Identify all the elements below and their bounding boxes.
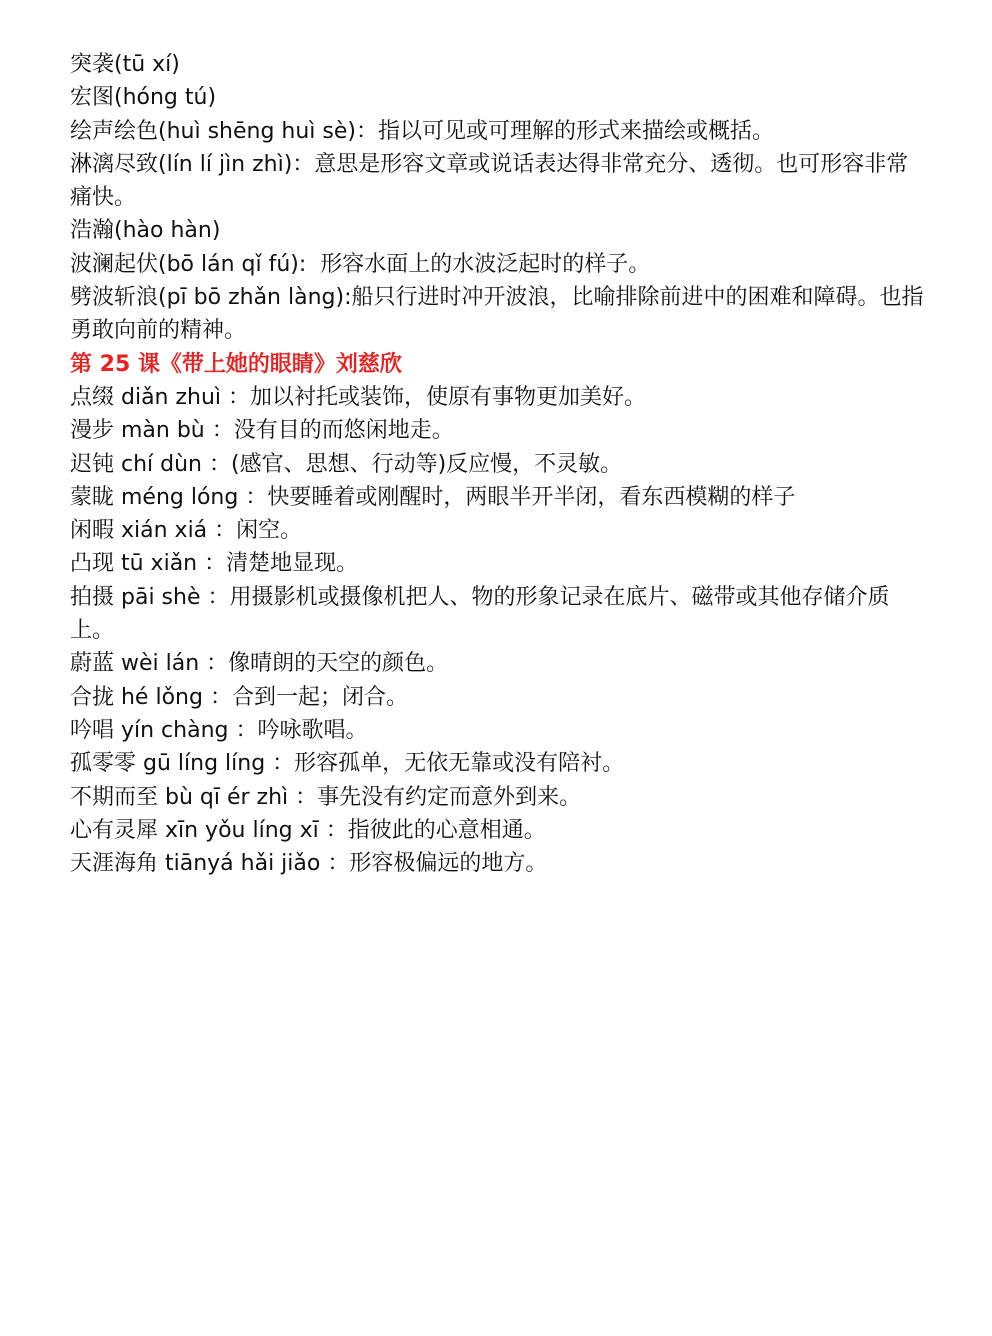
vocab-entry: 心有灵犀 xīn yǒu líng xī ：指彼此的心意相通。 <box>70 817 546 843</box>
vocab-entry: 凸现 tū xiǎn ：清楚地显现。 <box>70 551 359 577</box>
vocab-entry: 天涯海角 tiānyá hǎi jiǎo ：形容极偏远的地方。 <box>70 851 548 877</box>
vocab-entry: 蒙眬 méng lóng ：快要睡着或刚醒时，两眼半开半闭，看东西模糊的样子 <box>70 484 796 510</box>
vocab-entry: 孤零零 gū líng líng ：形容孤单，无依无靠或没有陪衬。 <box>70 751 625 777</box>
vocab-entry: 宏图(hóng tú) <box>70 85 217 111</box>
vocab-entry: 淋漓尽致(lín lí jìn zhì)：意思是形容文章或说话表达得非常充分、透彻。也可形容非常痛快。 <box>70 151 909 211</box>
vocab-entry: 点缀 diǎn zhuì ：加以衬托或装饰，使原有事物更加美好。 <box>70 384 647 410</box>
vocab-entry: 突袭(tū xí) <box>70 52 180 77</box>
vocab-entry: 波澜起伏(bō lán qǐ fú): 形容水面上的水波泛起时的样子。 <box>70 251 651 277</box>
vocab-entry: 合拢 hé lǒng ：合到一起；闭合。 <box>70 684 408 710</box>
vocab-entry: 蔚蓝 wèi lán ：像晴朗的天空的颜色。 <box>70 651 449 677</box>
vocab-entry: 不期而至 bù qī ér zhì ：事先没有约定而意外到来。 <box>70 784 582 810</box>
vocab-entry: 浩瀚(hào hàn) <box>70 218 221 244</box>
vocabulary-notes <box>70 48 930 880</box>
vocab-entry: 漫步 màn bù ：没有目的而悠闲地走。 <box>70 418 454 444</box>
vocab-entry: 迟钝 chí dùn ：(感官、思想、行动等)反应慢，不灵敏。 <box>70 451 623 477</box>
vocab-entry: 绘声绘色(huì shēng huì sè)：指以可见或可理解的形式来描绘或概括。 <box>70 118 774 144</box>
vocab-entry: 拍摄 pāi shè ：用摄影机或摄像机把人、物的形象记录在底片、磁带或其他存储介质上。 <box>70 584 890 644</box>
vocab-entry: 闲暇 xián xiá ：闲空。 <box>70 518 303 544</box>
vocab-entry: 劈波斩浪(pī bō zhǎn làng):船只行进时冲开波浪，比喻排除前进中的困难和障碍。也指勇敢向前的精神。 <box>70 285 924 344</box>
lesson-heading: 第 25 课《带上她的眼睛》刘慈欣 <box>70 351 402 377</box>
vocab-entry: 吟唱 yín chàng ：吟咏歌唱。 <box>70 717 368 743</box>
